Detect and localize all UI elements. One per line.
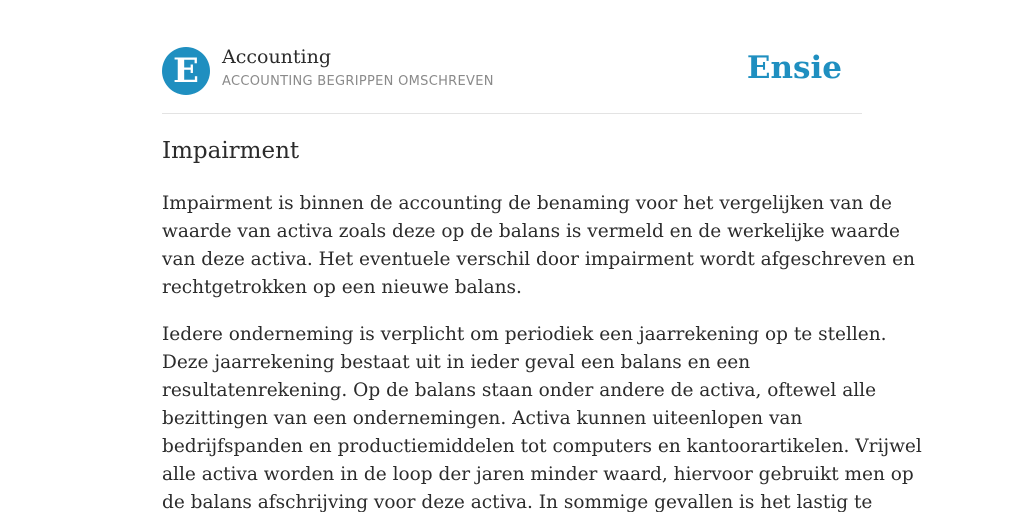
paragraph-line: van deze activa. Het eventuele verschil door impairment wordt afgeschreven en [162, 249, 915, 270]
article-body [162, 190, 922, 512]
paragraph-1 [162, 190, 915, 302]
site-title[interactable]: Accounting [222, 46, 332, 68]
brand-logo[interactable]: Ensie [746, 50, 842, 86]
paragraph-line: bezittingen van een ondernemingen. Activa kunnen uiteenlopen van [162, 408, 803, 429]
paragraph-line: resultatenrekening. Op de balans staan onder andere de activa, oftewel alle [162, 380, 877, 401]
ensie-logo-icon[interactable]: E [162, 47, 210, 95]
paragraph-2 [162, 321, 922, 512]
paragraph-line: Deze jaarrekening bestaat uit in ieder geval een balans en een [162, 352, 751, 373]
header-divider [162, 113, 862, 114]
paragraph-line: de balans afschrijving voor deze activa. In sommige gevallen is het lastig te [162, 492, 873, 512]
paragraph-line: Impairment is binnen de accounting de benaming voor het vergelijken van de [162, 193, 892, 214]
paragraph-line: waarde van activa zoals deze op de balans is vermeld en de werkelijke waarde [162, 221, 901, 242]
site-subtitle: ACCOUNTING BEGRIPPEN OMSCHREVEN [222, 74, 494, 89]
paragraph-line: Iedere onderneming is verplicht om periodiek een jaarrekening op te stellen. [162, 324, 887, 345]
header [162, 46, 862, 96]
paragraph-line: bedrijfspanden en productiemiddelen tot computers en kantoorartikelen. Vrijwel [162, 436, 922, 457]
paragraph-line: rechtgetrokken op een nieuwe balans. [162, 277, 522, 298]
article-title: Impairment [162, 138, 300, 164]
paragraph-line: alle activa worden in de loop der jaren minder waard, hiervoor gebruikt men op [162, 464, 914, 485]
